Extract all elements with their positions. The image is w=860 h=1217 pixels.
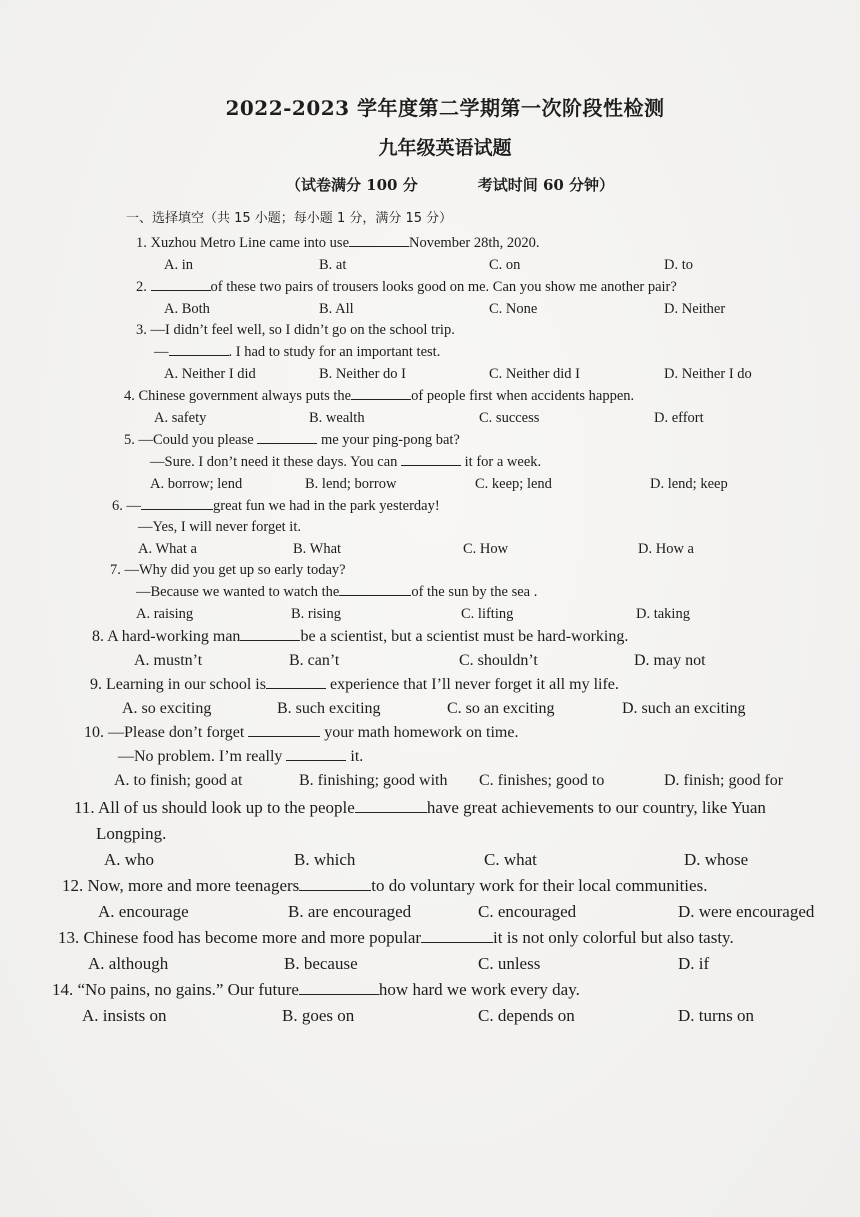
option-a: A. to finish; good at: [114, 772, 243, 789]
stem-text: experience that I’ll never forget it all my life.: [329, 676, 619, 693]
question-number: 7.: [110, 562, 121, 578]
stem-text: it.: [350, 748, 364, 765]
answer-blank: [266, 674, 326, 689]
stem-text: Chinese food has become more and more popular: [83, 928, 422, 947]
stem-text: me your ping-pong bat?: [320, 432, 460, 448]
options: [58, 951, 820, 977]
option-c: C. so an exciting: [447, 700, 555, 717]
question-number: 10.: [84, 724, 104, 741]
question-2: [40, 276, 820, 320]
question-number: 1.: [136, 235, 147, 251]
stem-text: to do voluntary work for their local communities.: [371, 876, 708, 895]
question-stem-line-2: [124, 451, 820, 473]
question-11: [40, 795, 820, 873]
question-number: 6.: [112, 498, 123, 514]
stem-text: how hard we work every day.: [378, 980, 580, 999]
options: [124, 473, 820, 495]
question-number: 9.: [90, 676, 102, 693]
option-c: C. depends on: [478, 1006, 575, 1025]
stem-text: —I didn’t feel well, so I didn’t go on the school trip.: [150, 322, 455, 338]
question-number: 3.: [136, 322, 147, 338]
question-number: 11.: [74, 798, 95, 817]
options: [124, 407, 820, 429]
stem-text: A hard-working man: [107, 628, 241, 645]
option-d: D. if: [678, 954, 710, 973]
stem-text: —Yes, I will never forget it.: [138, 519, 301, 535]
option-d: D. lend; keep: [650, 476, 728, 492]
option-a: A. although: [88, 954, 169, 973]
question-stem: [62, 873, 820, 899]
question-stem: [58, 925, 820, 951]
answer-blank: [240, 626, 300, 641]
option-d: D. may not: [634, 652, 706, 669]
option-b: B. What: [293, 541, 342, 557]
options: [136, 298, 820, 320]
option-c: C. on: [489, 257, 521, 273]
question-8: [40, 625, 820, 673]
question-stem: [74, 795, 820, 821]
question-stem-line-2: [112, 517, 820, 538]
answer-blank: [401, 451, 461, 466]
option-c: C. Neither did I: [489, 366, 581, 382]
option-c: C. None: [489, 301, 538, 317]
stem-text: —: [126, 498, 141, 514]
stem-text: —Could you please: [138, 432, 254, 448]
stem-text: Chinese government always puts the: [138, 388, 352, 404]
option-c: C. finishes; good to: [479, 772, 605, 789]
option-c: C. lifting: [461, 606, 514, 622]
option-c: C. How: [463, 541, 509, 557]
option-c: C. encouraged: [478, 902, 577, 921]
question-5: [40, 429, 820, 495]
option-c: C. shouldn’t: [459, 652, 538, 669]
question-number: 13.: [58, 928, 80, 947]
option-c: C. success: [479, 410, 540, 426]
stem-text: All of us should look up to the people: [97, 798, 355, 817]
option-a: A. encourage: [98, 902, 189, 921]
question-stem: [84, 721, 820, 745]
question-10: [40, 721, 820, 793]
options: [136, 363, 820, 385]
option-a: A. safety: [154, 410, 207, 426]
options: [90, 697, 820, 721]
question-stem: [92, 625, 820, 649]
stem-text: Longping.: [96, 824, 167, 843]
options: [74, 847, 820, 873]
option-b: B. are encouraged: [288, 902, 412, 921]
answer-blank: [339, 581, 411, 596]
option-d: D. finish; good for: [664, 772, 784, 789]
option-b: B. Neither do I: [319, 366, 406, 382]
question-1: [40, 232, 820, 276]
option-a: A. Neither I did: [164, 366, 256, 382]
section-header: 一、选择填空（共 15 小题；每小题 1 分，满分 15 分）: [126, 211, 453, 226]
option-d: D. turns on: [678, 1006, 755, 1025]
option-d: D. effort: [654, 410, 704, 426]
options: [84, 769, 820, 793]
answer-blank: [355, 798, 427, 813]
exam-meta: [40, 174, 820, 195]
stem-text: Learning in our school is: [106, 676, 266, 693]
answer-blank: [421, 928, 493, 943]
question-4: [40, 385, 820, 429]
answer-blank: [351, 385, 411, 400]
question-stem: [112, 495, 820, 517]
stem-text: —Please don’t forget: [108, 724, 245, 741]
option-b: B. rising: [291, 606, 341, 622]
stem-text: —No problem. I’m really: [118, 748, 283, 765]
question-13: [40, 925, 820, 977]
question-14: [40, 977, 820, 1029]
question-stem: [136, 276, 820, 298]
question-stem: [90, 673, 820, 697]
stem-text: it is not only colorful but also tasty.: [493, 928, 734, 947]
option-d: D. Neither I do: [664, 366, 752, 382]
question-stem: [52, 977, 820, 1003]
answer-blank: [169, 341, 229, 356]
stem-text: —Sure. I don’t need it these days. You can: [150, 454, 398, 470]
option-d: D. were encouraged: [678, 902, 815, 921]
time-note: 考试时间 60 分钟）: [477, 176, 615, 194]
option-c: C. unless: [478, 954, 541, 973]
option-b: B. such exciting: [277, 700, 381, 717]
option-d: D. taking: [636, 606, 690, 622]
stem-text: —Because we wanted to watch the: [136, 584, 340, 600]
stem-text: have great achievements to our country, like Yuan: [426, 798, 766, 817]
options: [112, 538, 820, 560]
question-9: [40, 673, 820, 721]
question-6: [40, 495, 820, 560]
stem-text: Now, more and more teenagers: [87, 876, 300, 895]
question-3: [40, 320, 820, 385]
question-number: 8.: [92, 628, 104, 645]
option-b: B. lend; borrow: [305, 476, 397, 492]
question-stem-line-2: [74, 821, 820, 847]
question-number: 2.: [136, 279, 147, 295]
question-stem: [124, 429, 820, 451]
exam-title: 2022-2023 学年度第二学期第一次阶段性检测: [225, 96, 665, 120]
options: [52, 1003, 820, 1029]
stem-text: —: [154, 344, 169, 360]
question-stem: [136, 232, 820, 254]
question-number: 4.: [124, 388, 135, 404]
question-number: 12.: [62, 876, 84, 895]
stem-text: be a scientist, but a scientist must be hard-working.: [300, 628, 629, 645]
options: [110, 603, 820, 625]
stem-text: of these two pairs of trousers looks good on me. Can you show me another pair?: [210, 279, 677, 295]
stem-text: “No pains, no gains.” Our future: [77, 980, 299, 999]
question-stem-line-2: [136, 341, 820, 363]
stem-text: your math homework on time.: [324, 724, 519, 741]
question-7: [40, 560, 820, 625]
option-d: D. such an exciting: [622, 700, 746, 717]
stem-text: it for a week.: [464, 454, 542, 470]
question-number: 14.: [52, 980, 74, 999]
option-b: B. because: [284, 954, 358, 973]
option-a: A. so exciting: [122, 700, 212, 717]
option-a: A. in: [164, 257, 193, 273]
question-stem: [136, 320, 820, 341]
option-a: A. mustn’t: [134, 652, 203, 669]
answer-blank: [349, 232, 409, 247]
question-12: [40, 873, 820, 925]
option-a: A. insists on: [82, 1006, 167, 1025]
option-b: B. at: [319, 257, 347, 273]
stem-text: of people first when accidents happen.: [411, 388, 635, 404]
stem-text: great fun we had in the park yesterday!: [213, 498, 440, 514]
option-b: B. wealth: [309, 410, 365, 426]
option-d: D. whose: [684, 850, 749, 869]
answer-blank: [299, 876, 371, 891]
options: [136, 254, 820, 276]
option-b: B. goes on: [282, 1006, 355, 1025]
option-a: A. who: [104, 850, 155, 869]
score-note: （试卷满分 100 分: [285, 176, 418, 194]
question-stem: [110, 560, 820, 581]
question-stem: [124, 385, 820, 407]
question-number: 5.: [124, 432, 135, 448]
option-b: B. can’t: [289, 652, 340, 669]
stem-text: . I had to study for an important test.: [228, 344, 441, 360]
option-b: B. All: [319, 301, 354, 317]
answer-blank: [151, 276, 211, 291]
option-a: A. Both: [164, 301, 210, 317]
stem-text: of the sun by the sea .: [411, 584, 538, 600]
answer-blank: [257, 429, 317, 444]
stem-text: —Why did you get up so early today?: [124, 562, 346, 578]
option-d: D. to: [664, 257, 693, 273]
option-a: A. What a: [138, 541, 197, 557]
options: [62, 899, 820, 925]
exam-subtitle: 九年级英语试题: [378, 137, 512, 159]
option-b: B. finishing; good with: [299, 772, 448, 789]
stem-text: November 28th, 2020.: [409, 235, 540, 251]
answer-blank: [248, 722, 320, 737]
option-a: A. raising: [136, 606, 194, 622]
stem-text: Xuzhou Metro Line came into use: [150, 235, 350, 251]
answer-blank: [299, 980, 379, 995]
option-c: C. what: [484, 850, 537, 869]
question-stem-line-2: [84, 745, 820, 769]
answer-blank: [286, 746, 346, 761]
option-a: A. borrow; lend: [150, 476, 243, 492]
answer-blank: [141, 495, 213, 510]
option-b: B. which: [294, 850, 356, 869]
option-c: C. keep; lend: [475, 476, 552, 492]
question-stem-line-2: [110, 581, 820, 603]
option-d: D. Neither: [664, 301, 726, 317]
options: [92, 649, 820, 673]
option-d: D. How a: [638, 541, 694, 557]
